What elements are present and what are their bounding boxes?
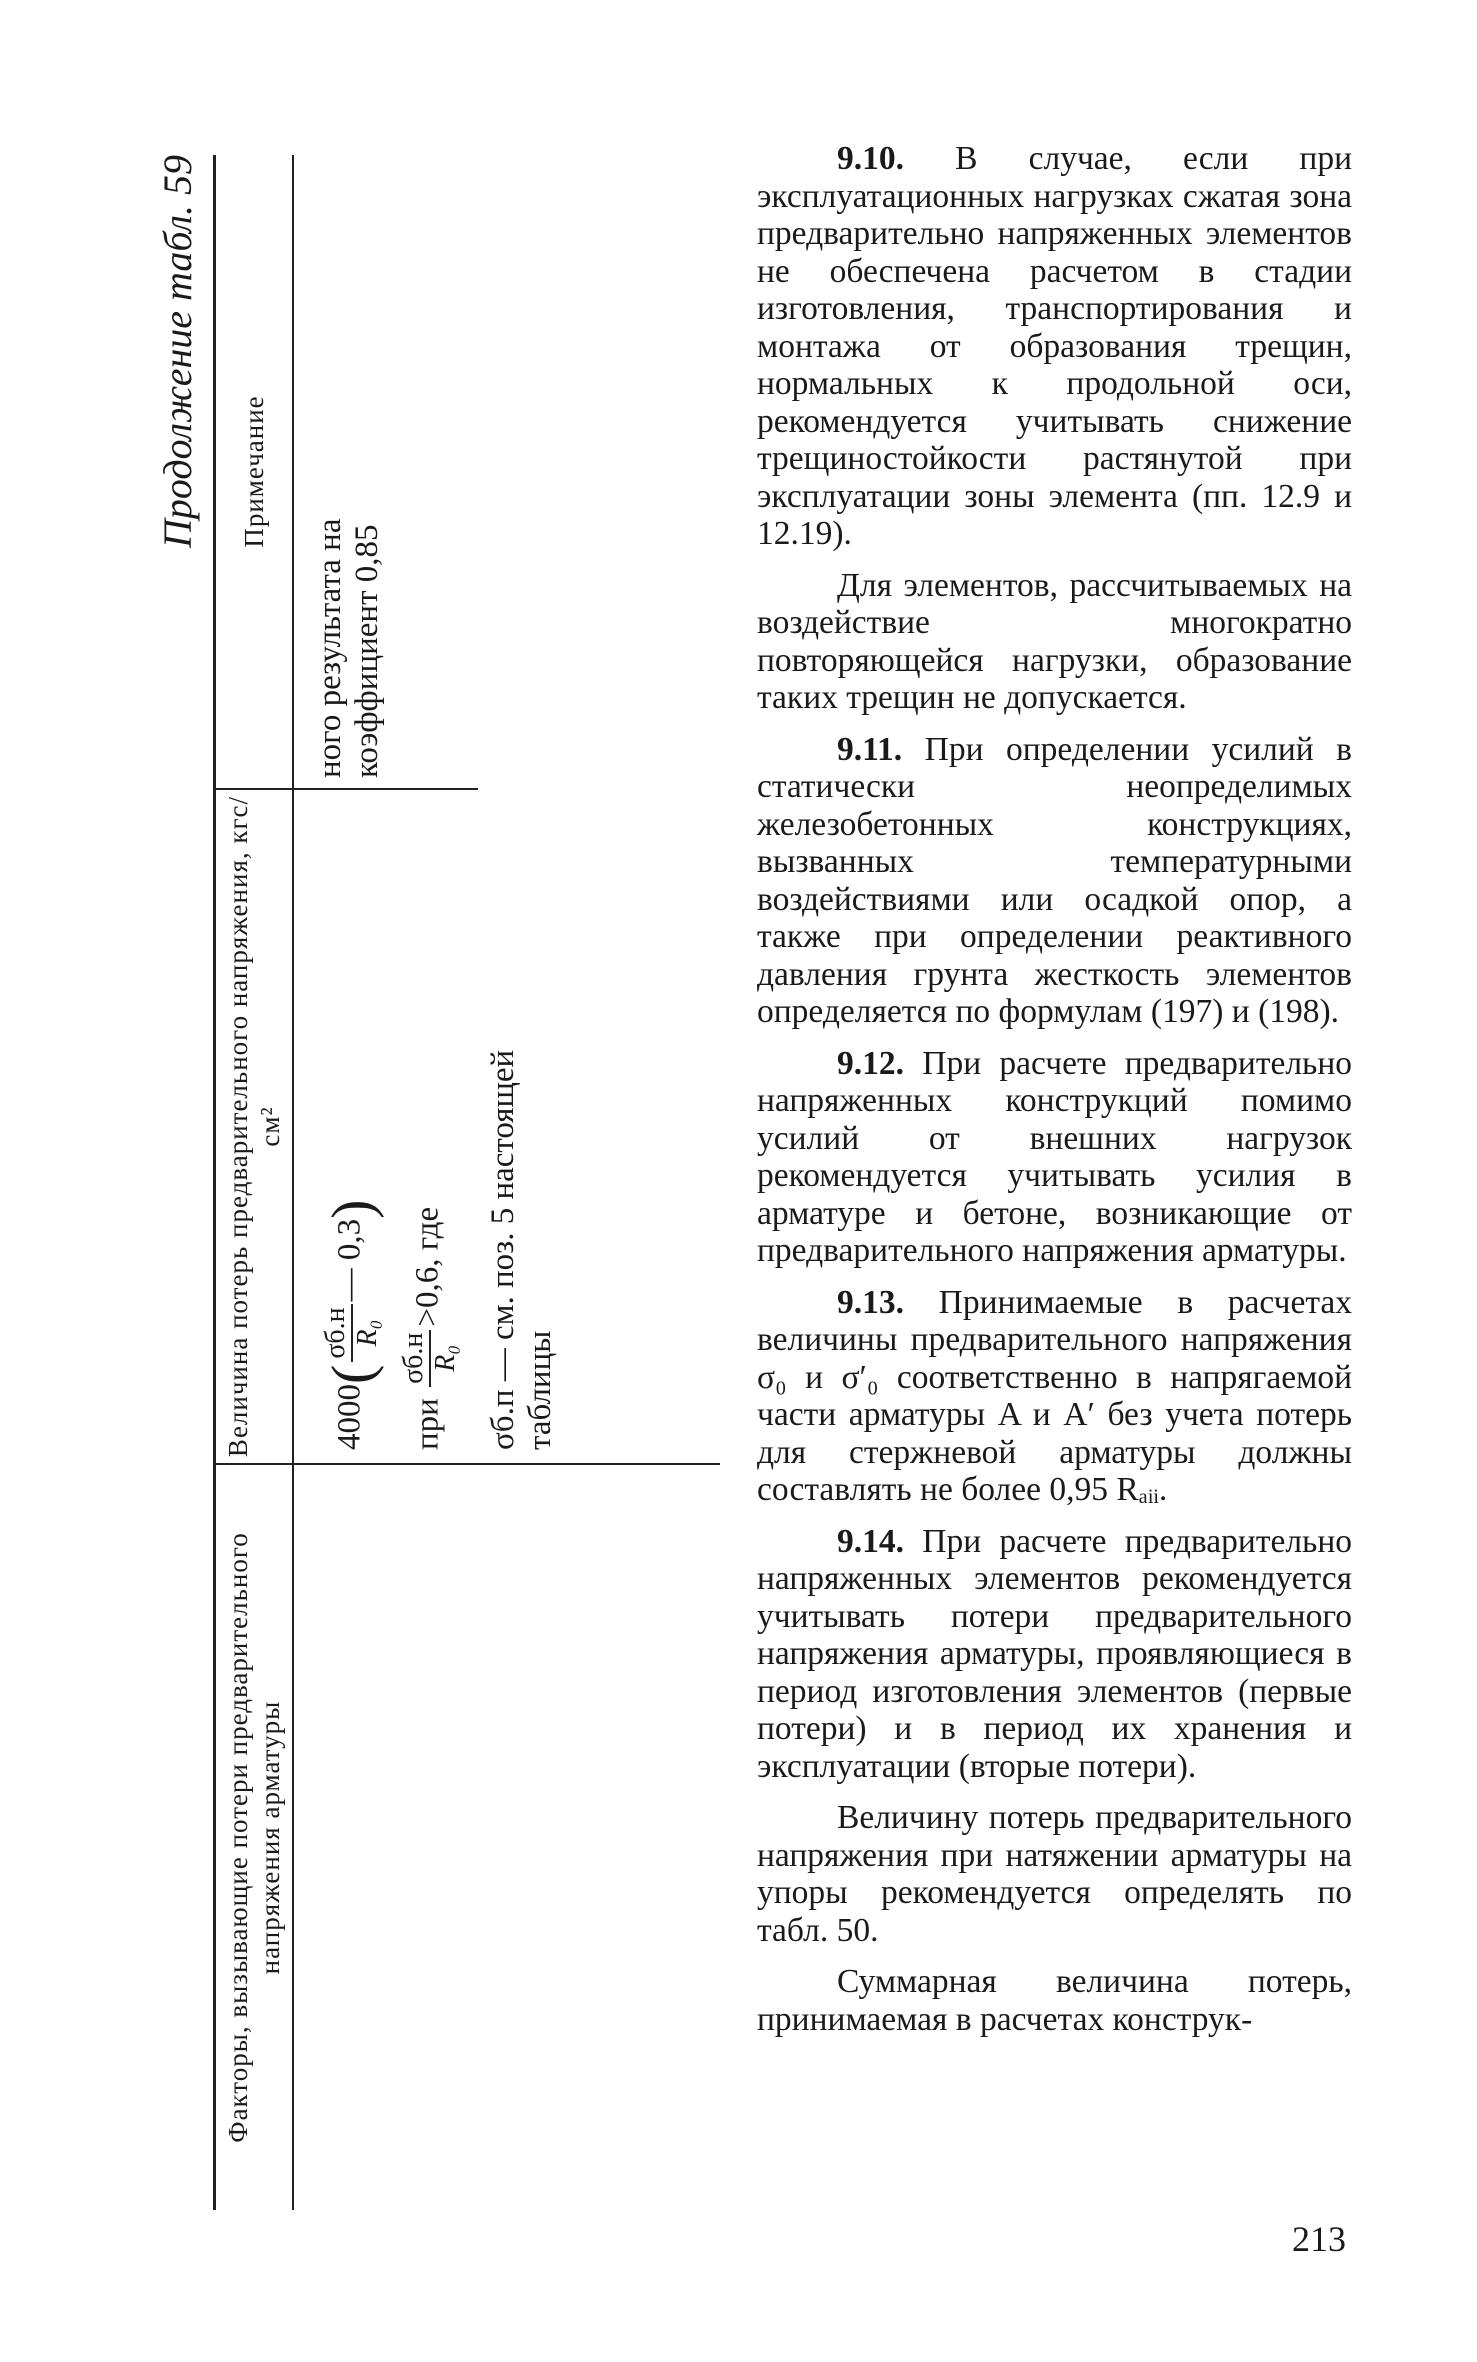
paragraph-9-12: 9.12. При расчете предварительно напряженных конструкций помимо усилий от внешних нагрузок рекомендуется учитывать усилия в арматуре и бетоне, возникающие от предварительного напряжения арматуры. — [757, 1044, 1353, 1269]
paragraph-9-10-cont: Для элементов, рассчитываемых на воздействие многократно повторяющейся нагрузки, образование таких трещин не допускается. — [757, 566, 1352, 716]
table-caption: Продолжение табл. 59 — [155, 155, 200, 549]
magnitude-condition: при σб.н R₀ >0,6, где — [398, 1206, 461, 1450]
header-factors: Факторы, вызывающие потери предварительного напряжения арматуры — [223, 1532, 285, 2143]
header-note: Примечание — [239, 395, 269, 548]
paragraph-9-10: 9.10. В случае, если при эксплуатационных нагрузках сжатая зона предварительно напряженных элементов не обеспечена расчетом в стадии изготовления, транспортирования и монтажа от образования трещин, нормальных к продольной оси, рекомендуется учитывать снижение трещиностойкости растянутой при эксплуатации зоны элемента (пп. 12.9 и 12.19). — [757, 140, 1353, 552]
magnitude-formula: 4000( σб.н R₀ — 0,3) — [319, 1199, 385, 1450]
header-magnitude: Величина потерь предварительного напряжения, кгс/см² — [223, 795, 285, 1458]
paragraph-sum: Суммарная величина потерь, принимаемая в расчетах конструк- — [757, 1963, 1352, 2038]
table-continuation — [150, 155, 720, 2210]
paragraph-9-11: 9.11. При определении усилий в статически неопределимых железобетонных конструкциях, вызванных температурными воздействиями или осадкой опор, а также при определении реактивного давления грунта жесткость элементов определяется по формулам (197) и (198). — [757, 730, 1353, 1030]
page-number: 213 — [1292, 2219, 1346, 2259]
body-text — [757, 140, 1352, 2052]
paragraph-9-14: 9.14. При расчете предварительно напряженных элементов рекомендуется учитывать потери предварительного напряжения арматуры, проявляющиеся в период изготовления элементов (первые потери) и в период их хранения и эксплуатации (вторые потери). — [757, 1522, 1353, 1785]
magnitude-continuation: ного результата на коэффициент 0,85 — [312, 518, 385, 778]
magnitude-where: σб.п — см. поз. 5 настоящей таблицы — [485, 1049, 558, 1450]
paragraph-losses: Величину потерь предварительного напряжения при натяжении арматуры на упоры рекомендуется определять по табл. 50. — [757, 1799, 1352, 1949]
paragraph-9-13: 9.13. Принимаемые в расчетах величины предварительного напряжения σ₀ и σ′₀ соответственно в напрягаемой части арматуры A и A′ без учета потерь для стержневой арматуры должны составлять не более 0,95 Rₐᵢᵢ. — [757, 1283, 1352, 1508]
table-header-rule — [292, 155, 294, 2210]
